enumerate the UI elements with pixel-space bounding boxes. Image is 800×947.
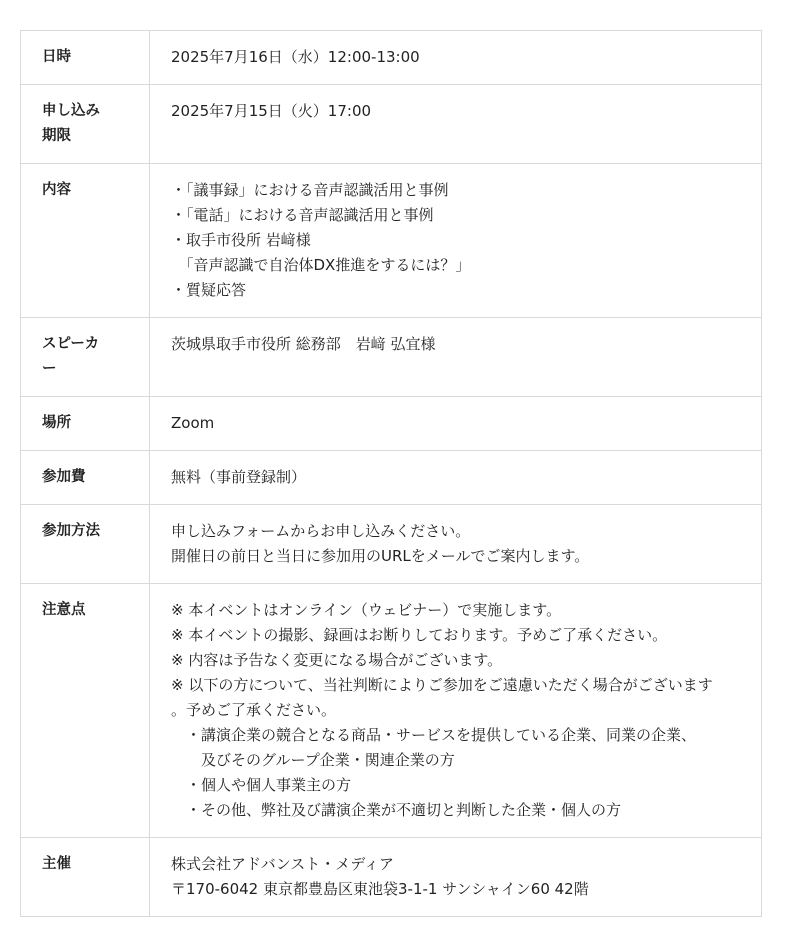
- value-line: ※ 本イベントの撮影、録画はお断りしております。予めご了承ください。: [171, 626, 668, 644]
- row-label-location: 場所: [21, 397, 150, 451]
- value-line: 及びそのグループ企業・関連企業の方: [171, 751, 455, 769]
- table-row-datetime: [21, 31, 762, 85]
- value-line: ・取手市役所 岩﨑様: [171, 231, 311, 249]
- value-line: ・個人や個人事業主の方: [171, 776, 352, 794]
- value-line: ・「議事録」における音声認識活用と事例: [171, 181, 449, 199]
- value-line: 株式会社アドバンスト・メディア: [171, 855, 395, 873]
- value-line: 無料（事前登録制）: [171, 468, 307, 486]
- row-label-participation-method: 参加方法: [21, 505, 150, 584]
- value-line: 〒170-6042 東京都豊島区東池袋3-1-1 サンシャイン60 42階: [171, 880, 589, 898]
- row-value-datetime: [150, 31, 762, 85]
- row-value-organizer: [150, 838, 762, 917]
- row-value-content: [150, 164, 762, 318]
- row-label-notes: 注意点: [21, 584, 150, 838]
- value-line: Zoom: [171, 414, 215, 432]
- value-line: ※ 以下の方について、当社判断によりご参加をご遠慮いただく場合がございます: [171, 676, 713, 694]
- value-line: ※ 本イベントはオンライン（ウェビナー）で実施します。: [171, 601, 562, 619]
- event-info-table: [20, 30, 762, 917]
- row-value-participation-method: [150, 505, 762, 584]
- value-line: ・講演企業の競合となる商品・サービスを提供している企業、同業の企業、: [171, 726, 697, 744]
- row-value-notes: [150, 584, 762, 838]
- value-line: ・「電話」における音声認識活用と事例: [171, 206, 434, 224]
- value-line: 開催日の前日と当日に参加用のURLをメールでご案内します。: [171, 547, 590, 565]
- table-row-content: [21, 164, 762, 318]
- value-line: 「音声認識で自治体DX推進をするには？」: [171, 256, 471, 274]
- value-line: ・質疑応答: [171, 281, 247, 299]
- row-value-location: [150, 397, 762, 451]
- table-row-fee: [21, 451, 762, 505]
- row-label-fee: 参加費: [21, 451, 150, 505]
- row-label-speaker: スピーカ ー: [21, 318, 150, 397]
- value-line: ※ 内容は予告なく変更になる場合がございます。: [171, 651, 503, 669]
- value-line: 茨城県取手市役所 総務部 岩﨑 弘宜様: [171, 335, 436, 353]
- row-label-deadline: 申し込み 期限: [21, 85, 150, 164]
- row-value-fee: [150, 451, 762, 505]
- table-row-speaker: [21, 318, 762, 397]
- table-row-organizer: [21, 838, 762, 917]
- value-line: 申し込みフォームからお申し込みください。: [171, 522, 471, 540]
- row-label-organizer: 主催: [21, 838, 150, 917]
- value-line: 2025年7月15日（火）17:00: [171, 102, 372, 120]
- row-label-content: 内容: [21, 164, 150, 318]
- table-row-location: [21, 397, 762, 451]
- value-line: 2025年7月16日（水）12:00-13:00: [171, 48, 420, 66]
- table-row-notes: [21, 584, 762, 838]
- event-info-container: [20, 30, 762, 917]
- table-row-deadline: [21, 85, 762, 164]
- value-line: 。予めご了承ください。: [171, 701, 337, 719]
- row-value-speaker: [150, 318, 762, 397]
- row-value-deadline: [150, 85, 762, 164]
- value-line: ・その他、弊社及び講演企業が不適切と判断した企業・個人の方: [171, 801, 622, 819]
- row-label-datetime: 日時: [21, 31, 150, 85]
- table-row-participation-method: [21, 505, 762, 584]
